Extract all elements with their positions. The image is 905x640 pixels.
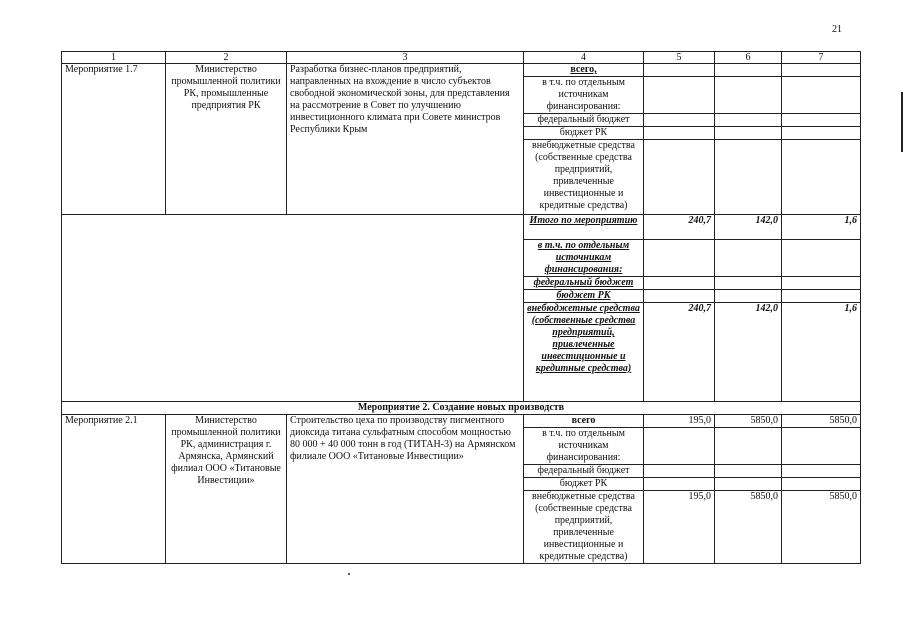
value-col5	[644, 465, 715, 478]
value-col5: 240,7	[644, 215, 715, 240]
funding-label: бюджет РК	[524, 478, 644, 491]
section-row	[62, 402, 861, 415]
value-col6	[715, 290, 782, 303]
value-col5	[644, 64, 715, 77]
value-col6: 142,0	[715, 215, 782, 240]
value-col5	[644, 428, 715, 465]
value-col7	[782, 240, 861, 277]
header-cell-6: 6	[715, 52, 782, 64]
funding-label: федеральный бюджет	[524, 277, 644, 290]
value-col5: 195,0	[644, 491, 715, 564]
value-col6	[715, 114, 782, 127]
value-col6	[715, 465, 782, 478]
funding-label: бюджет РК	[524, 127, 644, 140]
value-col5: 240,7	[644, 303, 715, 402]
value-col5	[644, 114, 715, 127]
value-col5	[644, 127, 715, 140]
measure-description: Строительство цеха по производству пигментного диоксида титана сульфатным способом мощностью 80 000 + 40 000 тонн в год (ТИТАН-3) на Армянском филиале ООО «Титановые Инвестиции»	[287, 415, 524, 564]
value-col7	[782, 478, 861, 491]
value-col7	[782, 140, 861, 215]
value-col7	[782, 277, 861, 290]
value-col6	[715, 277, 782, 290]
value-col5	[644, 277, 715, 290]
value-col5	[644, 478, 715, 491]
header-cell-4: 4	[524, 52, 644, 64]
funding-label: Итого по мероприятию	[524, 215, 644, 240]
value-col7	[782, 465, 861, 478]
table-row	[62, 215, 861, 240]
header-cell-7: 7	[782, 52, 861, 64]
header-row	[62, 52, 861, 64]
value-col7	[782, 64, 861, 77]
value-col6	[715, 64, 782, 77]
value-col6: 142,0	[715, 303, 782, 402]
value-col6	[715, 478, 782, 491]
header-cell-3: 3	[287, 52, 524, 64]
funding-label: в т.ч. по отдельным источникам финансирования:	[524, 77, 644, 114]
funding-label: федеральный бюджет	[524, 465, 644, 478]
measure-executor: Министерство промышленной политики РК, администрация г. Армянска, Армянский филиал ООО «Титановые Инвестиции»	[166, 415, 287, 564]
value-col6	[715, 127, 782, 140]
funding-label: внебюджетные средства (собственные средства предприятий, привлеченные инвестиционные и кредитные средства)	[524, 491, 644, 564]
funding-label: всего	[524, 415, 644, 428]
funding-label: внебюджетные средства (собственные средства предприятий, привлеченные инвестиционные и кредитные средства)	[524, 140, 644, 215]
value-col7: 1,6	[782, 303, 861, 402]
total-merged-cell	[62, 215, 524, 402]
header-cell-5: 5	[644, 52, 715, 64]
value-col6: 5850,0	[715, 491, 782, 564]
value-col6	[715, 240, 782, 277]
funding-label: федеральный бюджет	[524, 114, 644, 127]
value-col5	[644, 140, 715, 215]
header-cell-2: 2	[166, 52, 287, 64]
header-cell-1: 1	[62, 52, 166, 64]
measure-name: Мероприятие 2.1	[62, 415, 166, 564]
section-title: Мероприятие 2. Создание новых производств	[62, 402, 861, 415]
value-col6	[715, 428, 782, 465]
value-col5: 195,0	[644, 415, 715, 428]
funding-label: внебюджетные средства (собственные средства предприятий, привлеченные инвестиционные и кредитные средства)	[524, 303, 644, 402]
value-col7	[782, 127, 861, 140]
value-col7	[782, 77, 861, 114]
page-number: 21	[832, 24, 842, 35]
value-col6: 5850,0	[715, 415, 782, 428]
measure-description: Разработка бизнес-планов предприятий, направленных на вхождение в число субъектов свободной экономической зоны, для представления на рассмотрение в Совет по улучшению инвестиционного климата при Совете министров Республики Крым	[287, 64, 524, 215]
scan-edge-mark	[901, 92, 903, 152]
measure-executor: Министерство промышленной политики РК, промышленные предприятия РК	[166, 64, 287, 215]
scan-dot	[348, 573, 350, 575]
measure-name: Мероприятие 1.7	[62, 64, 166, 215]
funding-label: в т.ч. по отдельным источникам финансирования:	[524, 428, 644, 465]
value-col7	[782, 428, 861, 465]
value-col7	[782, 290, 861, 303]
table-row	[62, 415, 861, 428]
funding-label: в т.ч. по отдельным источникам финансирования:	[524, 240, 644, 277]
value-col7: 5850,0	[782, 491, 861, 564]
table-row	[62, 64, 861, 77]
value-col6	[715, 140, 782, 215]
value-col7: 1,6	[782, 215, 861, 240]
value-col6	[715, 77, 782, 114]
funding-label: бюджет РК	[524, 290, 644, 303]
value-col7: 5850,0	[782, 415, 861, 428]
budget-table	[61, 51, 861, 564]
value-col7	[782, 114, 861, 127]
value-col5	[644, 77, 715, 114]
funding-label: всего,	[524, 64, 644, 77]
value-col5	[644, 240, 715, 277]
value-col5	[644, 290, 715, 303]
